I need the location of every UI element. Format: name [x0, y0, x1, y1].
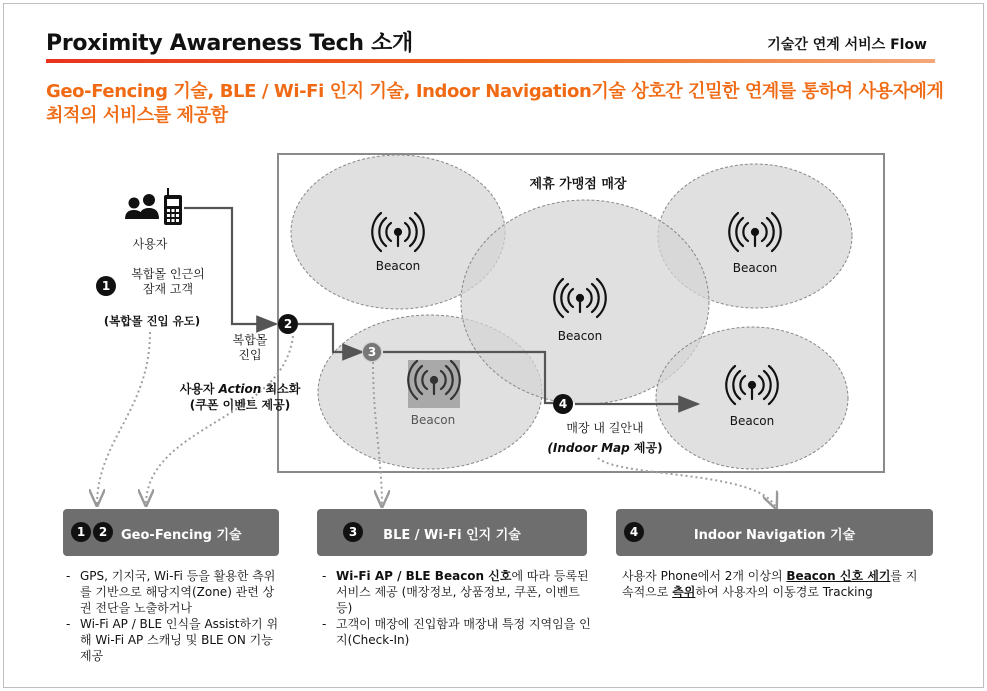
step-1-text: 복합몰 인근의 잠재 고객 [131, 267, 205, 296]
user-phone-icon [125, 188, 182, 225]
ble-details [322, 568, 592, 648]
indoor-nav-box [616, 509, 933, 556]
section-label: 기술간 연계 서비스 Flow [767, 37, 927, 53]
geo-fencing-box [63, 509, 279, 556]
step-3-note: 사용자 Action 최소화 (쿠폰 이벤트 제공) [179, 382, 301, 412]
geo-details [66, 568, 280, 664]
step-4-text: 매장 내 길안내 [566, 421, 644, 435]
beacon-label-5: Beacon [729, 414, 775, 428]
beacon-label-4: Beacon [410, 413, 456, 427]
indoor-details: 사용자 Phone에서 2개 이상의 Beacon 신호 세기를 지속적으로 측위하여 사용자의 이동경로 Tracking [622, 569, 918, 599]
step-4-note: (Indoor Map 제공) [547, 441, 663, 455]
ble-bullet-1: - Wi-Fi AP / BLE Beacon 신호에 따라 등록된 서비스 제공 (매장정보, 상품정보, 쿠폰, 이벤트 등) [322, 569, 589, 615]
page-title: Proximity Awareness Tech 소개 [46, 31, 413, 56]
geo-bullet-2: - Wi-Fi AP / BLE 인식을 Assist하기 위해 Wi-Fi AP 스캐닝 및 BLE ON 기능 제공 [66, 617, 279, 663]
beacon-label-1: Beacon [375, 259, 421, 273]
step-1-note: (복합몰 진입 유도) [103, 314, 201, 328]
ble-wifi-box [317, 509, 587, 556]
geo-fencing-label: Geo-Fencing 기술 [121, 528, 242, 543]
headline: Geo-Fencing 기술, BLE / Wi-Fi 인지 기술, Indoor Navigation기술 상호간 긴밀한 연계를 통하여 사용자에게 최적의 서비스를 제공함 [46, 81, 944, 126]
step-1-badge: 1 [96, 276, 116, 296]
step-2-text: 복합몰 진입 [232, 333, 268, 362]
store-label: 제휴 가맹점 매장 [529, 177, 627, 192]
geo-badge-1: 1 [71, 522, 91, 542]
user-label: 사용자 [132, 237, 168, 251]
dotted-step1-to-geo [97, 332, 150, 505]
ble-bullet-2: - 고객이 매장에 진입함과 매장내 특정 지역임을 인지(Check-In) [322, 617, 591, 647]
indoor-nav-label: Indoor Navigation 기술 [693, 528, 856, 543]
step-2-badge: 2 [278, 314, 298, 334]
beacon-label-2: Beacon [557, 329, 603, 343]
step-4-badge: 4 [553, 394, 573, 414]
path-to-entry [184, 208, 276, 324]
geo-bullet-1: - GPS, 기지국, Wi-Fi 등을 활용한 측위를 기반으로 해당지역(Zone) 관련 상권 전단을 노출하거나 [66, 569, 276, 615]
indoor-badge: 4 [624, 522, 644, 542]
geo-badge-2: 2 [93, 522, 113, 542]
ble-badge: 3 [343, 522, 363, 542]
step-3-badge: 3 [362, 342, 382, 362]
ble-wifi-label: BLE / Wi-Fi 인지 기술 [383, 528, 521, 543]
beacon-label-3: Beacon [732, 261, 778, 275]
